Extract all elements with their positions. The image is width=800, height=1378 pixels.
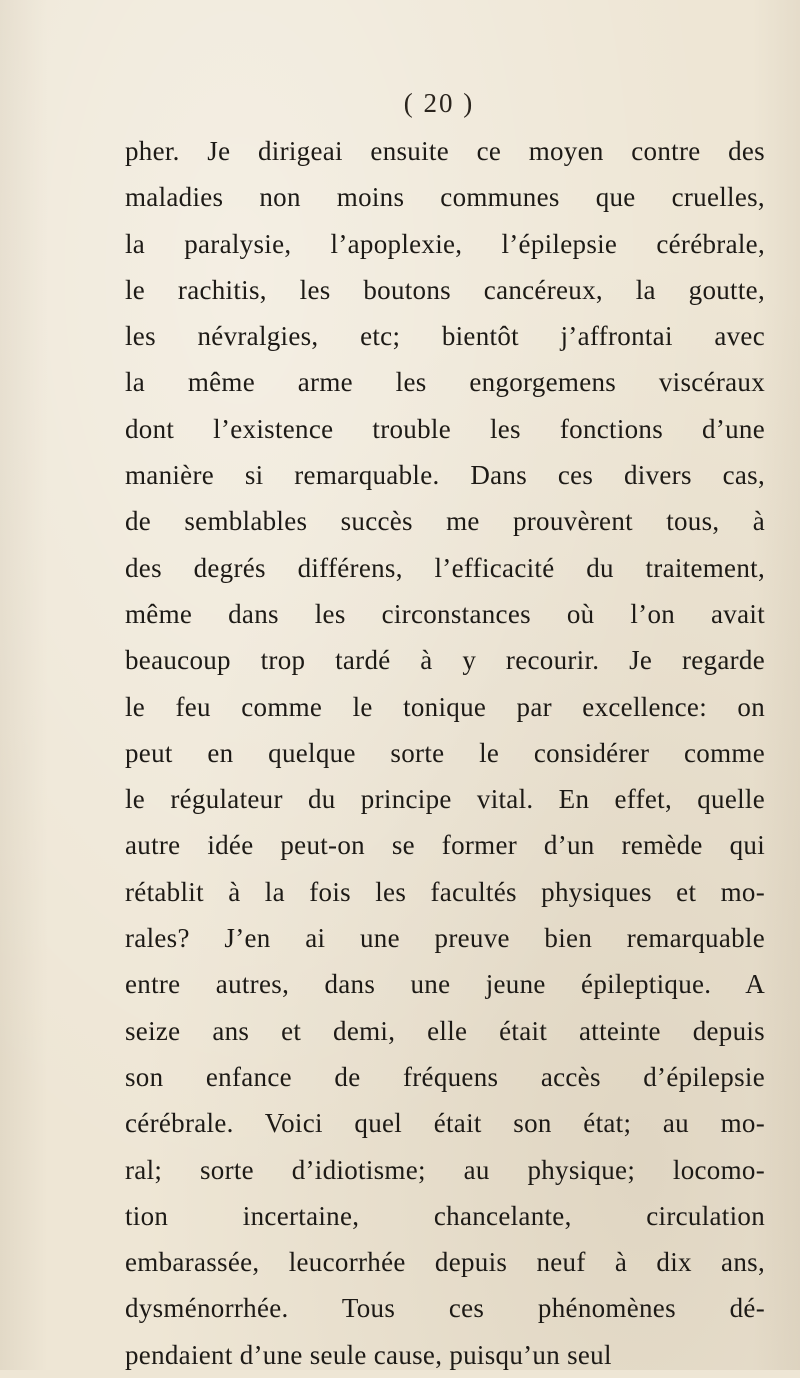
text-line: beaucoup trop tardé à y recourir. Je regarde <box>125 645 765 676</box>
text-line: entre autres, dans une jeune épileptique. A <box>125 969 765 1000</box>
text-line: pendaient d’une seule cause, puisqu’un seul <box>125 1339 612 1370</box>
text-line: la même arme les engorgemens viscéraux <box>125 367 765 398</box>
text-line: ral; sorte d’idiotisme; au physique; locomo- <box>125 1154 765 1185</box>
text-line: même dans les circonstances où l’on avait <box>125 598 765 629</box>
text-line: les névralgies, etc; bientôt j’affrontai avec <box>125 321 765 352</box>
text-line: son enfance de fréquens accès d’épilepsie <box>125 1061 765 1092</box>
text-line: rales? J’en ai une preuve bien remarquable <box>125 923 765 954</box>
text-line: le régulateur du principe vital. En effet, quelle <box>125 784 765 815</box>
text-line: peut en quelque sorte le considérer comme <box>125 737 765 768</box>
text-line: seize ans et demi, elle était atteinte depuis <box>125 1015 765 1046</box>
text-line: le rachitis, les boutons cancéreux, la goutte, <box>125 274 765 305</box>
page-number: ( 20 ) <box>403 88 475 118</box>
text-line: dont l’existence trouble les fonctions d’une <box>125 413 765 444</box>
body-text <box>125 128 765 1378</box>
text-line: pher. Je dirigeai ensuite ce moyen contre des <box>125 136 765 166</box>
text-line: de semblables succès me prouvèrent tous, à <box>125 506 765 537</box>
text-line: le feu comme le tonique par excellence: on <box>125 691 765 722</box>
text-line: maladies non moins communes que cruelles, <box>125 182 765 213</box>
text-line: tion incertaine, chancelante, circulation <box>125 1200 765 1231</box>
text-line: manière si remarquable. Dans ces divers cas, <box>125 460 765 491</box>
text-line: embarassée, leucorrhée depuis neuf à dix ans, <box>125 1247 765 1278</box>
text-line: dysménorrhée. Tous ces phénomènes dé- <box>125 1293 765 1324</box>
text-line: des degrés différens, l’efficacité du traitement, <box>125 552 765 583</box>
text-line: la paralysie, l’apoplexie, l’épilepsie cérébrale, <box>125 228 765 259</box>
text-line: cérébrale. Voici quel était son état; au mo- <box>125 1108 765 1139</box>
text-line: autre idée peut-on se former d’un remède qui <box>125 830 765 861</box>
text-line: rétablit à la fois les facultés physiques et mo- <box>125 876 765 907</box>
